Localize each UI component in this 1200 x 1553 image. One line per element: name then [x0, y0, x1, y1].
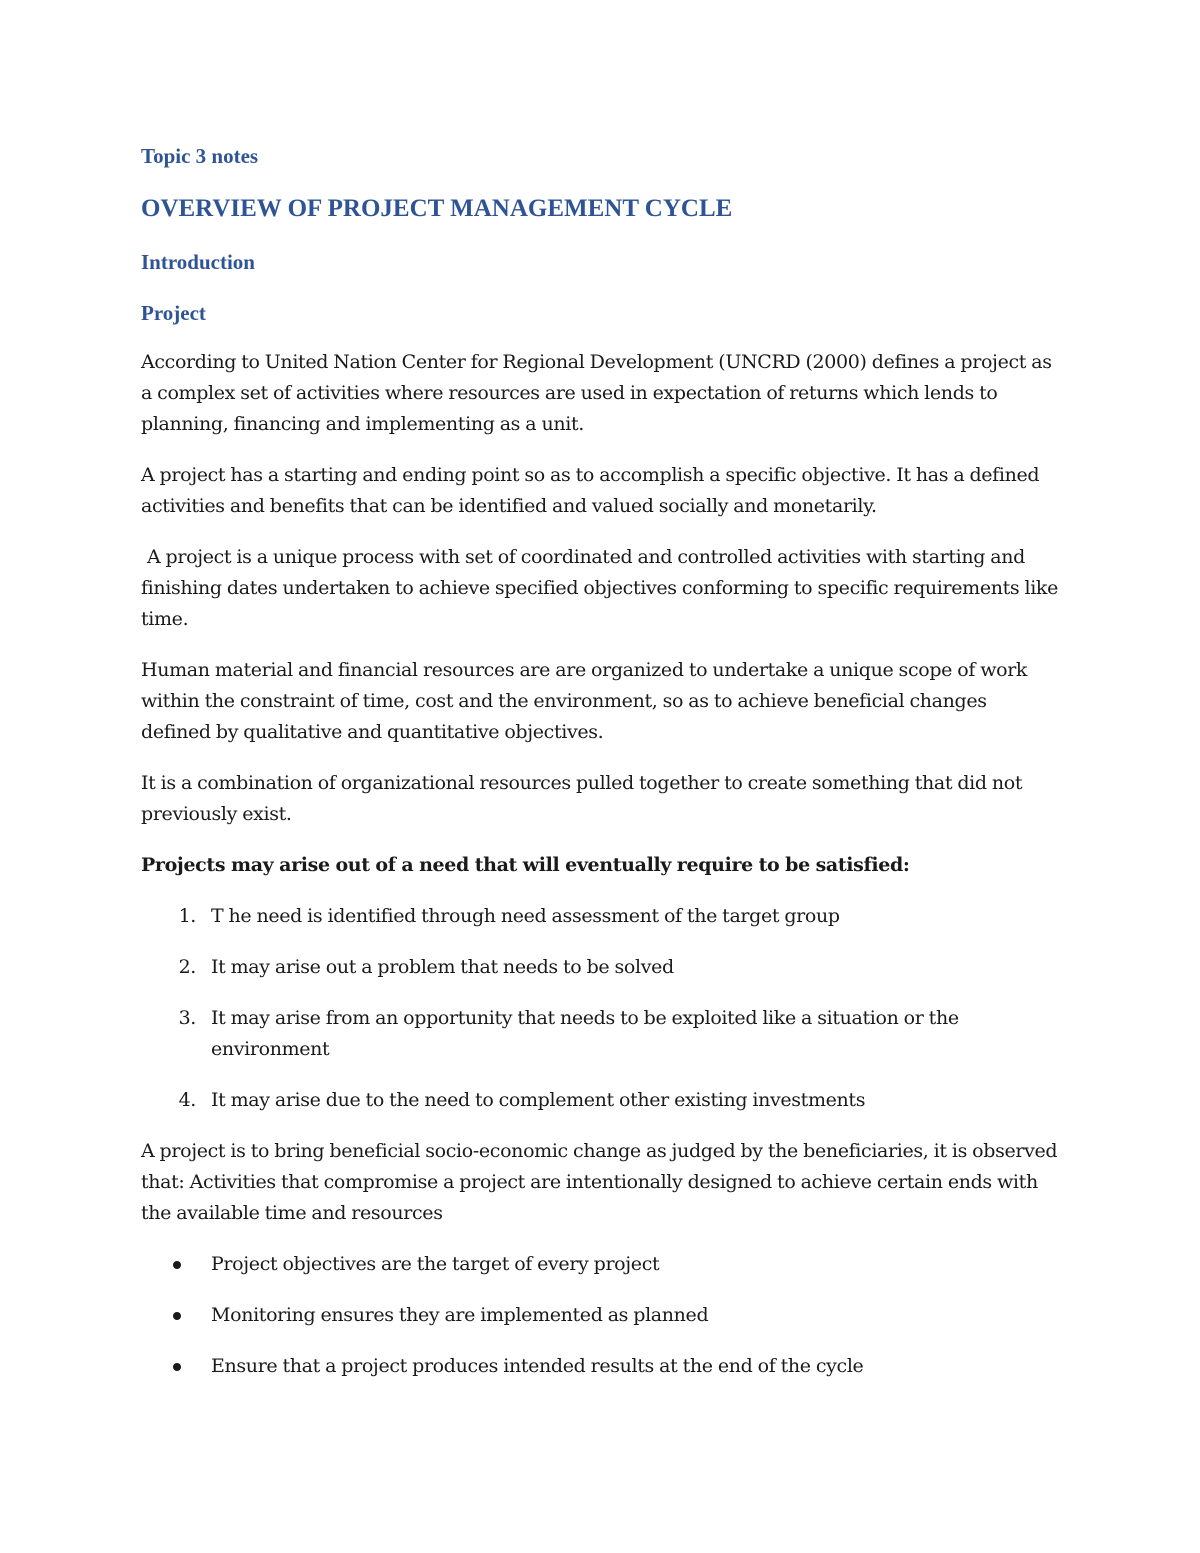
list-item-text: It may arise out a problem that needs to be solved	[211, 956, 674, 978]
list-item	[141, 1249, 1060, 1280]
topic-label: Topic 3 notes	[141, 144, 259, 168]
list-item	[141, 901, 1060, 932]
list-item-text: Monitoring ensures they are implemented as planned	[211, 1304, 709, 1326]
paragraph-starting-ending-point: A project has a starting and ending point so as to accomplish a specific objective. It has a defined activities and benefits that can be identified and valued socially and monetarily.	[141, 464, 1040, 517]
list-item	[141, 1003, 1060, 1065]
list-item-text: It may arise from an opportunity that needs to be exploited like a situation or the environment	[211, 1007, 959, 1060]
objectives-bullet-list	[141, 1249, 1060, 1382]
list-item-text: T he need is identified through need assessment of the target group	[211, 905, 840, 927]
paragraph-beneficial-change: A project is to bring beneficial socio-economic change as judged by the beneficiaries, it is observed that: Activities that compromise a project are intentionally designed to achieve certain ends with the available time and resources	[141, 1140, 1058, 1224]
list-item	[141, 1085, 1060, 1116]
list-item	[141, 1351, 1060, 1382]
page-title: OVERVIEW OF PROJECT MANAGEMENT CYCLE	[141, 195, 733, 222]
list-item-text: Project objectives are the target of every project	[211, 1253, 660, 1275]
paragraph-unique-process: A project is a unique process with set of coordinated and controlled activities with starting and finishing dates undertaken to achieve specified objectives conforming to specific requirements like time.	[141, 546, 1058, 630]
bullet-icon	[141, 1300, 211, 1320]
list-number: 3.	[178, 1007, 196, 1029]
project-heading: Project	[141, 301, 206, 325]
bullet-icon	[141, 1249, 211, 1269]
needs-lead: Projects may arise out of a need that will eventually require to be satisfied:	[141, 854, 910, 876]
paragraph-uncrd-definition: According to United Nation Center for Regional Development (UNCRD (2000) defines a project as a complex set of activities where resources are used in expectation of returns which lends to planning, financing and implementing as a unit.	[141, 351, 1052, 435]
paragraph-combination: It is a combination of organizational resources pulled together to create something that did not previously exist.	[141, 772, 1023, 825]
introduction-heading: Introduction	[141, 250, 255, 274]
needs-list	[141, 901, 1060, 1116]
list-number: 4.	[178, 1089, 196, 1111]
list-number: 1.	[178, 905, 196, 927]
paragraph-resources: Human material and financial resources are are organized to undertake a unique scope of work within the constraint of time, cost and the environment, so as to achieve beneficial changes defined by qualitative and quantitative objectives.	[141, 659, 1028, 743]
list-item-text: It may arise due to the need to complement other existing investments	[211, 1089, 866, 1111]
list-item	[141, 1300, 1060, 1331]
list-item-text: Ensure that a project produces intended results at the end of the cycle	[211, 1355, 864, 1377]
list-item	[141, 952, 1060, 983]
list-number: 2.	[178, 956, 196, 978]
bullet-icon	[141, 1351, 211, 1371]
